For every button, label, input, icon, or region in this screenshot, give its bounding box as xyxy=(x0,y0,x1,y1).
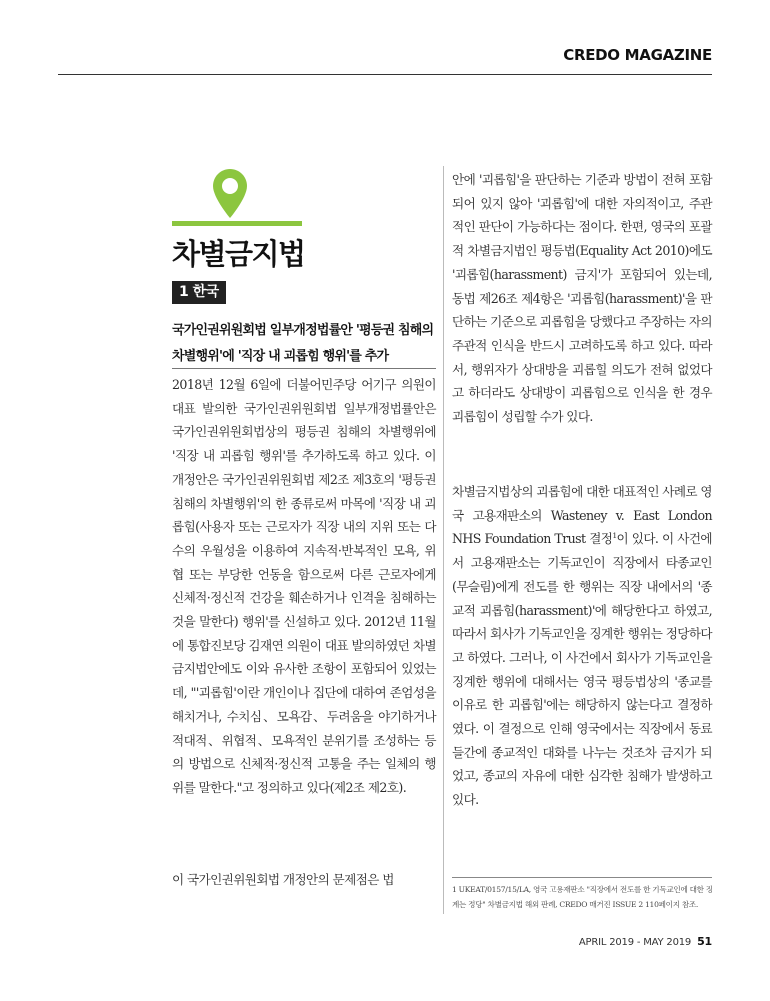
header-rule xyxy=(58,74,712,75)
magazine-masthead: CREDO MAGAZINE xyxy=(563,46,712,64)
right-paragraph-2-end: 이 있다. 이 사건에서 고용재판소는 기독교인이 직장에서 타종교인(무슬림)에게 전도를 한 행위는 직장 내에서의 '종교적 괴롭힘(harassment)'에 해당한다고 하였고, 따라서 회사가 기독교인을 징계한 행위는 정당하다고 하였다. 그러나, 이 사건에서 회사가 기독교인을 징계한 행위에 대해서는 영국 평등법상의 '종교를 이유로 한 괴롭힘'에는 해당하지 않는다고 결정하였다. 이 결정으로 인해 영국에서는 직장에서 동료들간에 종교적인 대화를 나누는 것조차 금지가 되었고, 종교의 자유에 대한 심각한 침해가 발생하고 있다. xyxy=(452,531,712,808)
title-accent-bar xyxy=(172,221,302,226)
footnote: 1 UKEAT/0157/15/LA, 영국 고용재판소 "직장에서 전도를 한 기독교인에 대한 징계는 정당" 차별금지법 해외 판례, CREDO 매거진 ISSUE 2 110페이지 참조. xyxy=(452,885,713,909)
left-paragraph-1: 2018년 12월 6일에 더불어민주당 어기구 의원이 대표 발의한 국가인권위원회법 일부개정법률안은 국가인권위원회법상의 평등권 침해의 차별행위에 '직장 내 괴롭힘 행위'를 추가하도록 하고 있다. 이 개정안은 국가인권위원회법 제2조 제3호의 '평등권 침해의 차별행위'의 한 종류로써 마목에 '직장 내 괴롭힘(사용자 또는 근로자가 직장 내의 지위 또는 다수의 우월성을 이용하여 지속적·반복적인 모욕, 위협 또는 부당한 언동을 함으로써 다른 근로자에게 신체적·정신적 건강을 훼손하거나 인격을 침해하는 것을 말한다) 행위'를 신설하고 있다. 2012년 11월에 통합진보당 김재연 의원이 대표 발의하였던 차별금지법안에도 이와 유사한 조항이 포함되어 있었는데, "'괴롭힘'이란 개인이나 집단에 대하여 존엄성을 해치거나, 수치심、모욕감、두려움을 야기하거나 적대적、위협적、모욕적인 분위기를 조성하는 등의 방법으로 신체적·정신적 고통을 주는 일체의 행위를 말한다."고 정의하고 있다(제2조 제2호). xyxy=(172,377,436,795)
footnote-rule xyxy=(452,877,712,878)
right-paragraph-2 xyxy=(452,480,712,812)
right-paragraph-2-start: 차별금지법상의 괴롭힘에 대한 대표적인 사례로 영국 고용재판소의 Wasteney v. East London NHS Foundation Trust 결정 xyxy=(452,484,712,547)
page-number: 51 xyxy=(697,935,712,948)
issue-date: APRIL 2019 - MAY 2019 xyxy=(578,937,692,948)
subheading-rule xyxy=(172,368,436,369)
section-title: 차별금지법 xyxy=(172,237,305,271)
article-subheading: 국가인권위원회법 일부개정법률안 '평등권 침해의 차별행위'에 '직장 내 괴롭힘 행위'를 추가 xyxy=(172,323,434,364)
location-pin-icon xyxy=(212,168,248,220)
page-footer xyxy=(579,935,712,948)
country-badge: 1 한국 xyxy=(172,281,226,304)
right-paragraph-1: 안에 '괴롭힘'을 판단하는 기준과 방법이 전혀 포함되어 있지 않아 '괴롭힘'에 대한 자의적이고, 주관적인 판단이 가능하다는 점이다. 한편, 영국의 포괄적 차별금지법인 평등법(Equality Act 2010)에도 '괴롭힘(harassment) 금지'가 포함되어 있는데, 동법 제26조 제4항은 '괴롭힘(harassment)'을 판단하는 기준으로 괴롭힘을 당했다고 주장하는 자의 주관적 인식을 반드시 고려하도록 하고 있다. 따라서, 행위자가 상대방을 괴롭힐 의도가 전혀 없었다고 하더라도 상대방이 괴롭힘으로 인식을 한 경우 괴롭힘이 성립할 수가 있다. xyxy=(452,172,712,425)
footnote-reference: 1 xyxy=(612,531,617,541)
column-divider xyxy=(443,166,444,914)
left-paragraph-2: 이 국가인권위원회법 개정안의 문제점은 법 xyxy=(172,872,394,887)
